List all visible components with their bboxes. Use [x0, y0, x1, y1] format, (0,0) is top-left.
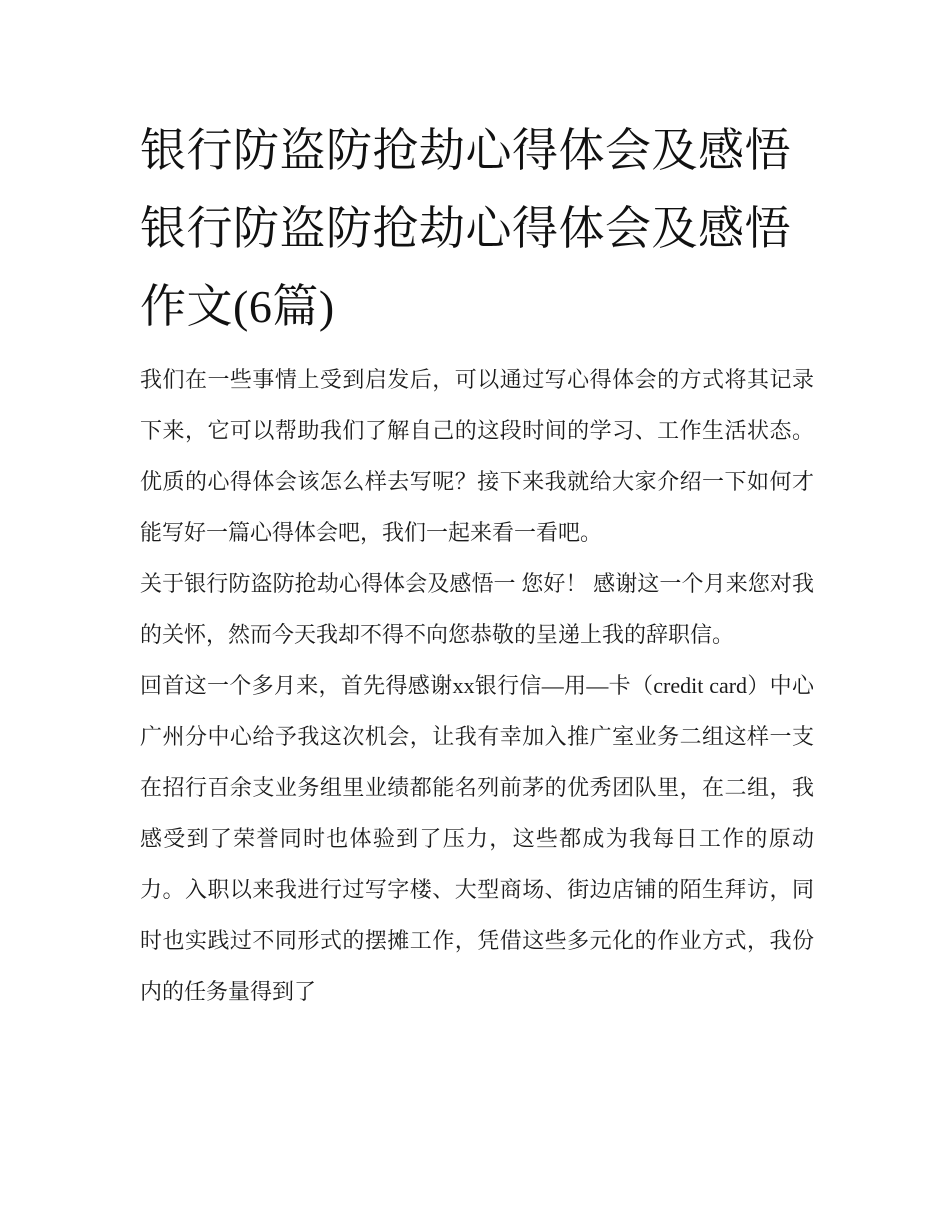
paragraph-letter-opening: 关于银行防盗防抢劫心得体会及感悟一 您好！ 感谢这一个月来您对我的关怀，然而今天我却不得不向您恭敬的呈递上我的辞职信。 — [140, 571, 814, 647]
document-title: 银行防盗防抢劫心得体会及感悟 银行防盗防抢劫心得体会及感悟作文(6篇) — [140, 125, 791, 332]
title-spacer — [140, 346, 814, 354]
paragraph-intro: 我们在一些事情上受到启发后，可以通过写心得体会的方式将其记录下来，它可以帮助我们了解自己的这段时间的学习、工作生活状态。优质的心得体会该怎么样去写呢？接下来我就给大家介绍一下如何才能写好一篇心得体会吧，我们一起来看一看吧。 — [140, 367, 814, 545]
paragraph-work-review: 回首这一个多月来，首先得感谢xx银行信—用—卡（credit card）中心广州分中心给予我这次机会，让我有幸加入推广室业务二组这样一支在招行百余支业务组里业绩都能名列前茅的优秀团队里，在二组，我感受到了荣誉同时也体验到了压力，这些都成为我每日工作的原动力。入职以来我进行过写字楼、大型商场、街边店铺的陌生拜访，同时也实践过不同形式的摆摊工作，凭借这些多元化的作业方式，我份内的任务量得到了 — [140, 673, 814, 1004]
document-body — [140, 112, 814, 1017]
